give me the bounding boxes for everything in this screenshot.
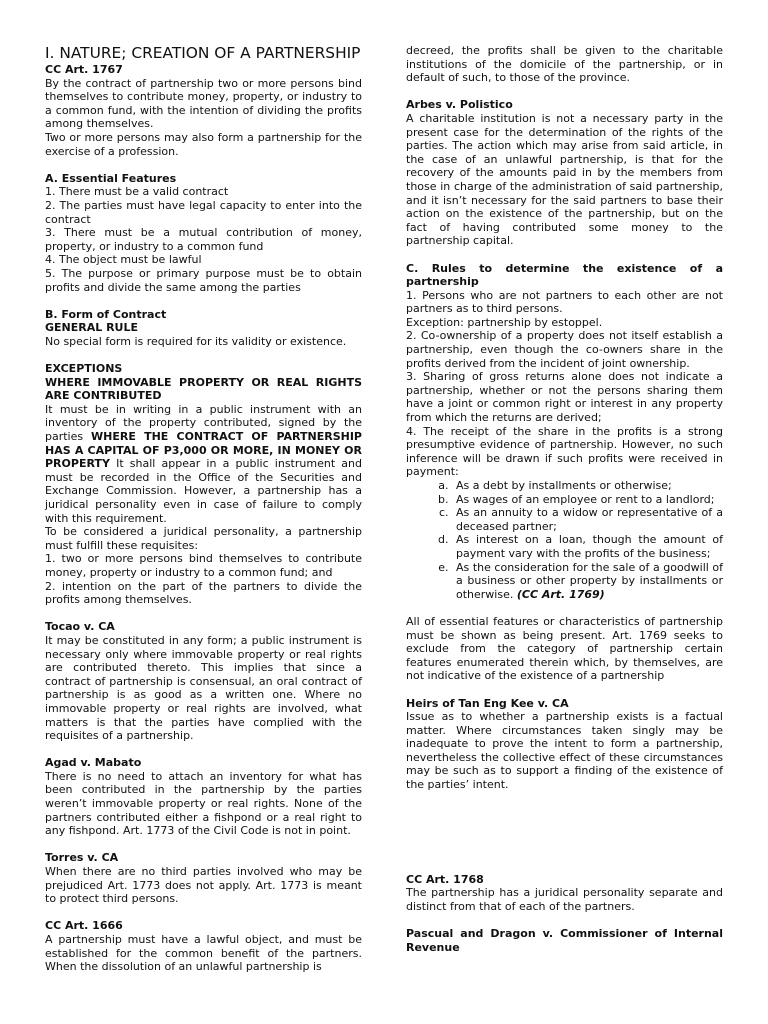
payment-item-text: As the consideration for the sale of a goodwill of a business or other property by installments or otherwise. [456,560,723,601]
arbes-heading: Arbes v. Polistico [406,98,513,112]
payment-item: a. As a debt by installments or otherwise; [452,479,723,493]
art1767-paragraph: By the contract of partnership two or more persons bind themselves to contribute money, property, or industry to a common fund, with the intention of dividing the profits among themselves. [45,76,362,131]
payment-item: d. As interest on a loan, though the amount of payment vary with the profits of the business; [452,533,723,560]
left-column [45,44,362,974]
art1767-profession-paragraph: Two or more persons may also form a partnership for the exercise of a profession. [45,130,362,158]
pascual-heading: Pascual and Dragon v. Commissioner of Internal Revenue [406,927,723,954]
agad-text: There is no need to attach an inventory for what has been contributed in the partnership by the parties weren’t immovable property or real rights. None of the partners contributed either a fishpond or a real right to any fishpond. Art. 1773 of the Civil Code is not in point. [45,769,362,838]
exceptions-heading: EXCEPTIONS [45,362,123,376]
juridical-item: 1. two or more persons bind themselves to contribute money, property or industry to a common fund; and [45,552,362,579]
main-heading: I. NATURE; CREATION OF A PARTNERSHIP [45,44,361,62]
payment-item: c. As an annuity to a widow or representative of a deceased partner; [452,506,723,533]
juridical-requisites-text: To be considered a juridical personality, a partnership must fulfill these requisites: [45,525,362,552]
juridical-item: 2. intention on the part of the partners to divide the profits among themselves. [45,579,362,607]
essential-item: 2. The parties must have legal capacity to enter into the contract [45,198,362,226]
payment-item: b. As wages of an employee or rent to a landlord; [452,493,723,507]
art1768-heading: CC Art. 1768 [406,872,484,886]
payment-list [406,479,723,601]
right-column [406,44,723,954]
arbes-text: A charitable institution is not a necessary party in the present case for the determination of the rights of the parties. The action which may arise from said article, in the case of an unlawful partnership, is that for the recovery of the amounts paid in by the members from those in charge of the administration of said partnership, and it isn’t necessary for the said partners to base their action on the existence of the partnership, but on the fact of having contributed some money to the partnership capital. [406,111,723,248]
heirs-text: Issue as to whether a partnership exists is a factual matter. Where circumstances taken singly may be inadequate to prove the intent to form a partnership, nevertheless the collective effect of these circumstances may be such as to support a finding of the existence of the parties’ intent. [406,710,723,792]
art1666-continued-text: decreed, the profits shall be given to the charitable institutions of the domicile of the partnership, or in default of such, to those of the province. [406,44,723,85]
essential-item: 1. There must be a valid contract [45,185,229,199]
agad-heading: Agad v. Mabato [45,756,142,770]
essential-item: 3. There must be a mutual contribution of money, property, or industry to a common fund [45,226,362,253]
general-rule-heading: GENERAL RULE [45,321,139,335]
torres-heading: Torres v. CA [45,851,119,865]
capital-heading: WHERE THE CONTRACT OF PARTNERSHIP HAS A CAPITAL OF P3,000 OR MORE, IN MONEY OR PROPERTY [45,430,362,471]
immovable-heading: WHERE IMMOVABLE PROPERTY OR REAL RIGHTS ARE CONTRIBUTED [45,375,362,403]
rules-heading: C. Rules to determine the existence of a partnership [406,261,723,289]
essential-features-heading: A. Essential Features [45,171,177,185]
rule-item: 1. Persons who are not partners to each other are not partners as to third persons. [406,288,723,316]
payment-item [452,561,723,602]
immovable-text: It must be in writing in a public instrument with an inventory of the property contributed, signed by the parties [45,402,362,444]
rule-item: 2. Co-ownership of a property does not itself establish a partnership, even though the co-owners share in the profits derived from the incident of joint ownership. [406,329,723,370]
capital-text: It shall appear in a public instrument and must be recorded in the Office of the Securities and Exchange Commission. However, a partnership has a juridical personality even in case of failure to comply with this requirement. [45,457,362,525]
form-of-contract-heading: B. Form of Contract [45,307,167,321]
art1768-text: The partnership has a juridical personality separate and distinct from that of each of the partners. [406,886,723,913]
rule-item: 3. Sharing of gross returns alone does not indicate a partnership, whether or not the persons sharing them have a joint or common right or interest in any property from which the returns are derived; [406,370,723,425]
art1767-heading: CC Art. 1767 [45,63,123,76]
art1666-heading: CC Art. 1666 [45,919,123,933]
essential-features-paragraph: All of essential features or characteristics of partnership must be shown as being present. Art. 1769 seeks to exclude from the category of partnership certain features enumerated therein which, by themselves, are not indicative of the existence of a partnership [406,614,723,683]
general-rule-text: No special form is required for its validity or existence. [45,334,347,348]
rule-exception: Exception: partnership by estoppel. [406,315,603,329]
art1666-text: A partnership must have a lawful object, and must be established for the common benefit of the partners. When the dissolution of an unlawful partnership is [45,933,362,974]
art1769-citation: (CC Art. 1769) [516,587,605,601]
tocao-text: It may be constituted in any form; a public instrument is necessary only where immovable property or real rights are contributed thereto. This implies that since a contract of partnership is consensual, an oral contract of partnership is as good as a written one. Where no immovable property or real rights are involved, what matters is that the parties have complied with the requisites of a partnership. [45,633,362,743]
immovable-paragraph [45,403,362,525]
heirs-heading: Heirs of Tan Eng Kee v. CA [406,696,569,710]
tocao-heading: Tocao v. CA [45,620,115,634]
essential-item: 5. The purpose or primary purpose must be to obtain profits and divide the same among the parties [45,266,362,294]
torres-text: When there are no third parties involved who may be prejudiced Art. 1773 does not apply. Art. 1773 is meant to protect third persons. [45,865,362,906]
rule-item: 4. The receipt of the share in the profits is a strong presumptive evidence of partnership. However, no such inference will be drawn if such profits were received in payment: [406,424,723,479]
essential-item: 4. The object must be lawful [45,253,202,267]
